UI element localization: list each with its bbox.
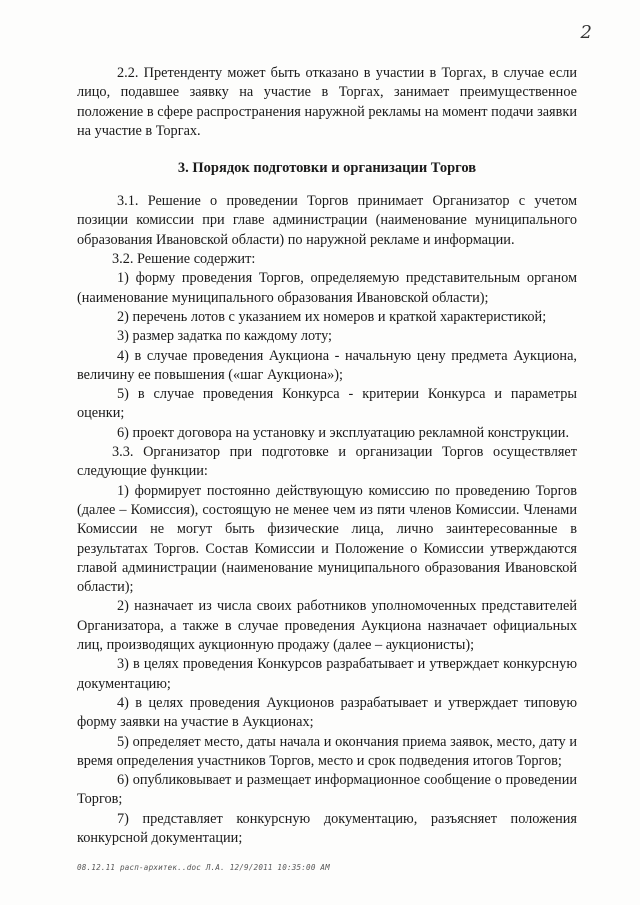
paragraph-3-3: 3.3. Организатор при подготовке и организации Торгов осуществляет следующие функции: [77, 444, 577, 480]
list-item-3-2-3: 3) размер задатка по каждому лоту; [117, 328, 333, 345]
list-item-3-3-6: 6) опубликовывает и размещает информационное сообщение о проведении Торгов; [77, 772, 577, 808]
list-item-3-3-7: 7) представляет конкурсную документацию, разъясняет положения конкурсной документации; [77, 810, 577, 846]
list-item-3-3-4: 4) в целях проведения Аукционов разрабатывает и утверждает типовую форму заявки на участие в Аукционах; [77, 694, 577, 731]
page-number: 2 [580, 22, 592, 43]
document-body [77, 64, 577, 848]
list-item-3-3-5: 5) определяет место, даты начала и окончания приема заявок, место, дату и время определения участников Торгов, место и срок подведения итогов Торгов; [77, 733, 577, 769]
list-item-3-3-3: 3) в целях проведения Конкурсов разрабатывает и утверждает конкурсную документацию; [77, 656, 577, 692]
list-item-3-3-1: 1) формирует постоянно действующую комиссию по проведению Торгов (далее – Комиссия), состоящую не менее чем из пяти членов Комиссии. Членами Комиссии не могут быть физические лица, лично заинтересованные в результатах Торгов. Состав Комиссии и Положение о Комиссии утверждаются главой администрации (наименование муниципального образования Ивановской области); [77, 482, 577, 596]
paragraph-3-1: 3.1. Решение о проведении Торгов принимает Организатор с учетом позиции комиссии при главе администрации (наименование муниципального образования Ивановской области) по наружной рекламе и информации. [77, 193, 577, 248]
list-item-3-3-2: 2) назначает из числа своих работников уполномоченных представителей Организатора, а также в случае проведения Аукциона назначает официальных лиц, производящих аукционную продажу (далее – аукционисты); [77, 598, 577, 654]
list-item-3-2-4: 4) в случае проведения Аукциона - начальную цену предмета Аукциона, величину ее повышения («шаг Аукциона»); [77, 347, 577, 383]
paragraph-3-2: 3.2. Решение содержит: [112, 251, 256, 268]
list-item-3-2-1: 1) форму проведения Торгов, определяемую представительным органом (наименование муниципального образования Ивановской области); [77, 270, 577, 306]
list-item-3-2-2: 2) перечень лотов с указанием их номеров и краткой характеристикой; [117, 308, 547, 325]
paragraph-2-2: 2.2. Претенденту может быть отказано в участии в Торгах, в случае если лицо, подавшее заявку на участие в Торгах, занимает преимущественное положение в сфере распространения наружной рекламы на момент подачи заявки на участие в Торгах. [77, 65, 577, 139]
list-item-3-2-6: 6) проект договора на установку и эксплуатацию рекламной конструкции. [117, 424, 570, 441]
list-item-3-2-5: 5) в случае проведения Конкурса - критерии Конкурса и параметры оценки; [77, 386, 577, 422]
section-3-heading: 3. Порядок подготовки и организации Торгов [177, 160, 477, 177]
footer-file-info: 08.12.11 расп-архитек..doc Л.А. 12/9/2011 10:35:00 AM [77, 863, 330, 872]
